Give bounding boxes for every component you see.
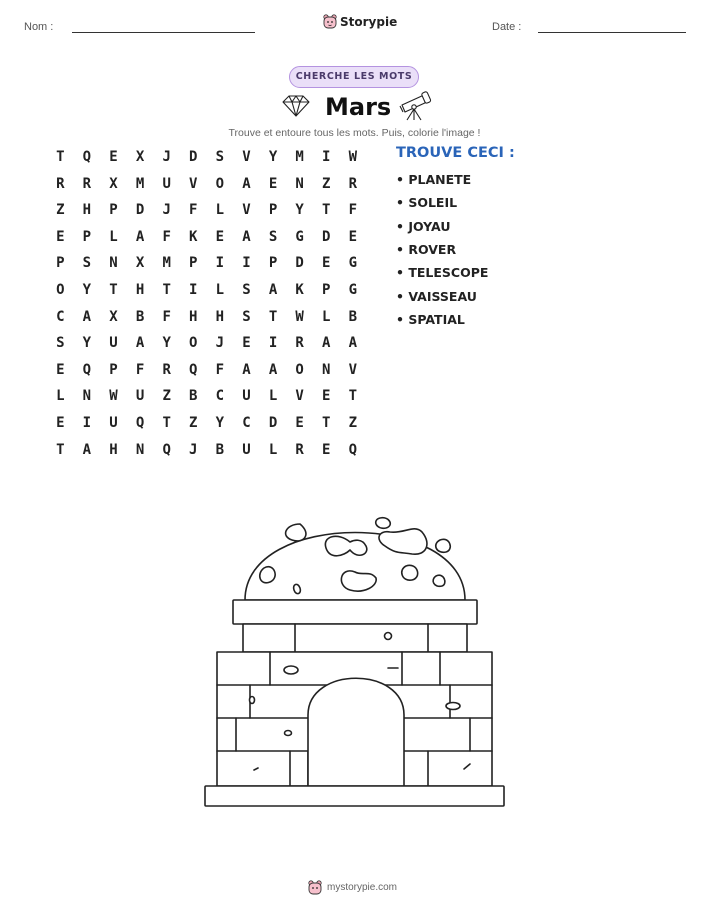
grid-cell[interactable]: N: [295, 175, 304, 192]
grid-cell[interactable]: G: [295, 228, 304, 245]
word-list-item: • SPATIAL: [396, 311, 465, 327]
date-label: Date :: [492, 21, 522, 33]
grid-cell[interactable]: Y: [82, 335, 92, 352]
grid-cell[interactable]: S: [215, 149, 225, 165]
grid-cell[interactable]: A: [135, 228, 145, 245]
grid-cell[interactable]: O: [295, 361, 304, 378]
grid-cell[interactable]: S: [82, 255, 92, 272]
grid-cell[interactable]: U: [109, 414, 118, 431]
grid-cell[interactable]: M: [135, 175, 145, 192]
grid-cell[interactable]: M: [162, 255, 171, 272]
grid-cell[interactable]: Z: [56, 202, 65, 219]
grid-cell[interactable]: X: [135, 255, 145, 272]
grid-cell[interactable]: D: [322, 228, 331, 245]
grid-cell[interactable]: E: [56, 414, 65, 431]
grid-cell[interactable]: E: [242, 335, 251, 352]
grid-cell[interactable]: D: [268, 414, 278, 431]
observatory-door: [308, 678, 404, 786]
grid-cell[interactable]: T: [56, 149, 65, 165]
grid-cell[interactable]: J: [189, 441, 198, 458]
grid-cell[interactable]: Q: [189, 361, 198, 378]
grid-cell[interactable]: Q: [82, 361, 92, 378]
grid-cell[interactable]: F: [348, 202, 358, 219]
grid-cell[interactable]: R: [162, 361, 171, 378]
grid-cell[interactable]: V: [189, 175, 198, 192]
word-list-title: TROUVE CECI :: [396, 145, 515, 161]
grid-cell[interactable]: H: [109, 441, 118, 458]
grid-cell[interactable]: V: [242, 202, 251, 219]
word-list-item: • VAISSEAU: [396, 288, 477, 304]
grid-cell[interactable]: P: [322, 281, 331, 298]
grid-cell[interactable]: F: [162, 228, 171, 245]
grid-cell[interactable]: B: [189, 388, 198, 405]
grid-cell[interactable]: X: [135, 149, 145, 165]
footer-url: mystorypie.com: [327, 882, 398, 893]
grid-cell[interactable]: G: [348, 281, 358, 298]
grid-row: [47, 277, 366, 304]
grid-cell[interactable]: J: [162, 202, 171, 219]
telescope-icon: [397, 91, 433, 121]
grid-cell[interactable]: U: [242, 441, 251, 458]
grid-row: [47, 197, 366, 224]
grid-cell[interactable]: N: [135, 441, 145, 458]
grid-cell[interactable]: Y: [215, 414, 225, 431]
word-search-badge: CHERCHE LES MOTS: [289, 66, 419, 88]
grid-row: [47, 410, 366, 437]
grid-cell[interactable]: B: [348, 308, 358, 325]
word-list-item: • ROVER: [396, 241, 457, 257]
grid-cell[interactable]: P: [56, 255, 65, 272]
grid-cell[interactable]: Q: [135, 414, 145, 431]
name-label: Nom :: [24, 21, 54, 33]
grid-cell[interactable]: V: [242, 149, 251, 165]
word-list-item: • PLANETE: [396, 172, 472, 187]
grid-cell[interactable]: A: [135, 335, 145, 352]
grid-cell[interactable]: E: [109, 149, 118, 165]
grid-cell[interactable]: L: [215, 202, 225, 219]
grid-cell[interactable]: N: [322, 361, 331, 378]
grid-cell[interactable]: E: [215, 228, 225, 245]
grid-cell[interactable]: R: [56, 175, 65, 192]
grid-cell[interactable]: L: [215, 281, 225, 298]
grid-cell[interactable]: L: [56, 388, 65, 405]
grid-row: [47, 383, 366, 410]
word-list-item: • SOLEIL: [396, 195, 458, 211]
observatory-illustration: [200, 490, 510, 812]
grid-cell[interactable]: Z: [162, 388, 171, 405]
grid-cell[interactable]: D: [189, 149, 198, 165]
grid-cell[interactable]: Z: [348, 414, 358, 431]
grid-cell[interactable]: O: [56, 281, 65, 298]
grid-cell[interactable]: U: [242, 388, 251, 405]
grid-cell[interactable]: M: [295, 149, 304, 165]
grid-cell[interactable]: W: [348, 149, 358, 165]
grid-cell[interactable]: E: [322, 441, 331, 458]
footer: [307, 879, 397, 896]
grid-cell[interactable]: U: [135, 388, 145, 405]
grid-cell[interactable]: I: [268, 335, 278, 352]
grid-cell[interactable]: G: [348, 255, 358, 272]
grid-cell[interactable]: S: [242, 281, 251, 298]
grid-cell[interactable]: A: [242, 175, 251, 192]
grid-cell[interactable]: R: [295, 441, 304, 458]
grid-cell[interactable]: P: [189, 255, 198, 272]
grid-cell[interactable]: Y: [295, 202, 304, 219]
grid-cell[interactable]: I: [189, 281, 198, 298]
grid-cell[interactable]: T: [109, 281, 118, 298]
name-line: [72, 32, 255, 33]
grid-cell[interactable]: C: [242, 414, 251, 431]
grid-cell[interactable]: C: [215, 388, 225, 405]
grid-cell[interactable]: A: [322, 335, 331, 352]
grid-cell[interactable]: N: [82, 388, 92, 405]
grid-cell[interactable]: T: [348, 388, 358, 405]
grid-cell[interactable]: Z: [189, 414, 198, 431]
grid-cell[interactable]: J: [162, 149, 171, 165]
grid-cell[interactable]: K: [189, 228, 198, 245]
grid-cell[interactable]: Y: [162, 335, 171, 352]
grid-cell[interactable]: V: [295, 388, 304, 405]
grid-cell[interactable]: H: [215, 308, 225, 325]
grid-cell[interactable]: R: [348, 175, 358, 192]
grid-cell[interactable]: V: [348, 361, 358, 378]
brand-name: Storypie: [340, 14, 398, 29]
grid-cell[interactable]: O: [215, 175, 225, 192]
letter-grid: [47, 144, 366, 463]
grid-row: [47, 144, 366, 171]
grid-cell[interactable]: S: [56, 335, 65, 352]
grid-cell[interactable]: W: [109, 388, 118, 405]
grid-cell[interactable]: P: [109, 361, 118, 378]
grid-cell[interactable]: Y: [268, 149, 278, 165]
date-line: [538, 32, 686, 33]
grid-cell[interactable]: T: [162, 414, 171, 431]
grid-cell[interactable]: Y: [82, 281, 92, 298]
grid-cell[interactable]: E: [295, 414, 304, 431]
grid-cell[interactable]: A: [348, 335, 358, 352]
grid-row: [47, 250, 366, 277]
grid-cell[interactable]: I: [82, 414, 92, 431]
grid-row: [47, 304, 366, 331]
grid-cell[interactable]: D: [135, 202, 145, 219]
grid-cell[interactable]: I: [242, 255, 251, 272]
storypie-mascot-icon: [307, 879, 323, 896]
grid-cell[interactable]: H: [82, 202, 92, 219]
grid-cell[interactable]: J: [215, 335, 225, 352]
grid-cell[interactable]: E: [56, 361, 65, 378]
grid-cell[interactable]: T: [322, 202, 331, 219]
word-list-item: • JOYAU: [396, 218, 451, 234]
grid-cell[interactable]: Q: [82, 149, 92, 165]
grid-cell[interactable]: L: [322, 308, 331, 325]
grid-cell[interactable]: A: [268, 361, 278, 378]
grid-cell[interactable]: I: [322, 149, 331, 165]
grid-cell[interactable]: C: [56, 308, 65, 325]
word-list-item: • TELESCOPE: [396, 265, 489, 281]
grid-cell[interactable]: A: [82, 441, 92, 458]
grid-cell[interactable]: Z: [322, 175, 331, 192]
grid-cell[interactable]: X: [109, 175, 118, 192]
grid-cell[interactable]: A: [82, 308, 92, 325]
grid-cell[interactable]: U: [109, 335, 118, 352]
grid-cell[interactable]: Q: [162, 441, 171, 458]
page-title: Mars: [325, 93, 392, 121]
grid-cell[interactable]: U: [162, 175, 171, 192]
grid-cell[interactable]: H: [135, 281, 145, 298]
header-brand: [322, 13, 397, 30]
grid-row: [47, 330, 366, 357]
grid-cell[interactable]: P: [268, 202, 278, 219]
grid-cell[interactable]: N: [109, 255, 118, 272]
grid-cell[interactable]: I: [215, 255, 225, 272]
grid-cell[interactable]: F: [215, 361, 225, 378]
grid-row: [47, 171, 366, 198]
grid-cell[interactable]: S: [268, 228, 278, 245]
grid-cell[interactable]: A: [268, 281, 278, 298]
grid-cell[interactable]: S: [242, 308, 251, 325]
grid-cell[interactable]: H: [189, 308, 198, 325]
diamond-icon: [281, 95, 311, 117]
grid-cell[interactable]: P: [82, 228, 92, 245]
grid-row: [47, 357, 366, 384]
storypie-mascot-icon: [322, 13, 338, 30]
grid-row: [47, 437, 366, 464]
grid-cell[interactable]: W: [295, 308, 304, 325]
grid-cell[interactable]: L: [268, 388, 278, 405]
grid-cell[interactable]: E: [322, 388, 331, 405]
grid-cell[interactable]: F: [135, 361, 145, 378]
instructions: Trouve et entoure tous les mots. Puis, colorie l'image !: [228, 127, 481, 139]
grid-cell[interactable]: L: [268, 441, 278, 458]
grid-cell[interactable]: R: [82, 175, 92, 192]
grid-cell[interactable]: A: [242, 361, 251, 378]
grid-cell[interactable]: B: [215, 441, 225, 458]
grid-cell[interactable]: T: [268, 308, 278, 325]
grid-cell[interactable]: T: [162, 281, 171, 298]
grid-cell[interactable]: A: [242, 228, 251, 245]
grid-cell[interactable]: L: [109, 228, 118, 245]
grid-cell[interactable]: F: [162, 308, 171, 325]
grid-cell[interactable]: E: [268, 175, 278, 192]
grid-cell[interactable]: T: [56, 441, 65, 458]
grid-cell[interactable]: O: [189, 335, 198, 352]
grid-cell[interactable]: K: [295, 281, 304, 298]
grid-cell[interactable]: T: [322, 414, 331, 431]
grid-cell[interactable]: R: [295, 335, 304, 352]
grid-cell[interactable]: P: [268, 255, 278, 272]
grid-cell[interactable]: E: [348, 228, 358, 245]
grid-cell[interactable]: Q: [348, 441, 358, 458]
grid-cell[interactable]: E: [322, 255, 331, 272]
grid-cell[interactable]: E: [56, 228, 65, 245]
grid-row: [47, 224, 366, 251]
grid-cell[interactable]: P: [109, 202, 118, 219]
grid-cell[interactable]: F: [189, 202, 198, 219]
grid-cell[interactable]: B: [135, 308, 145, 325]
grid-cell[interactable]: D: [295, 255, 304, 272]
grid-cell[interactable]: X: [109, 308, 118, 325]
